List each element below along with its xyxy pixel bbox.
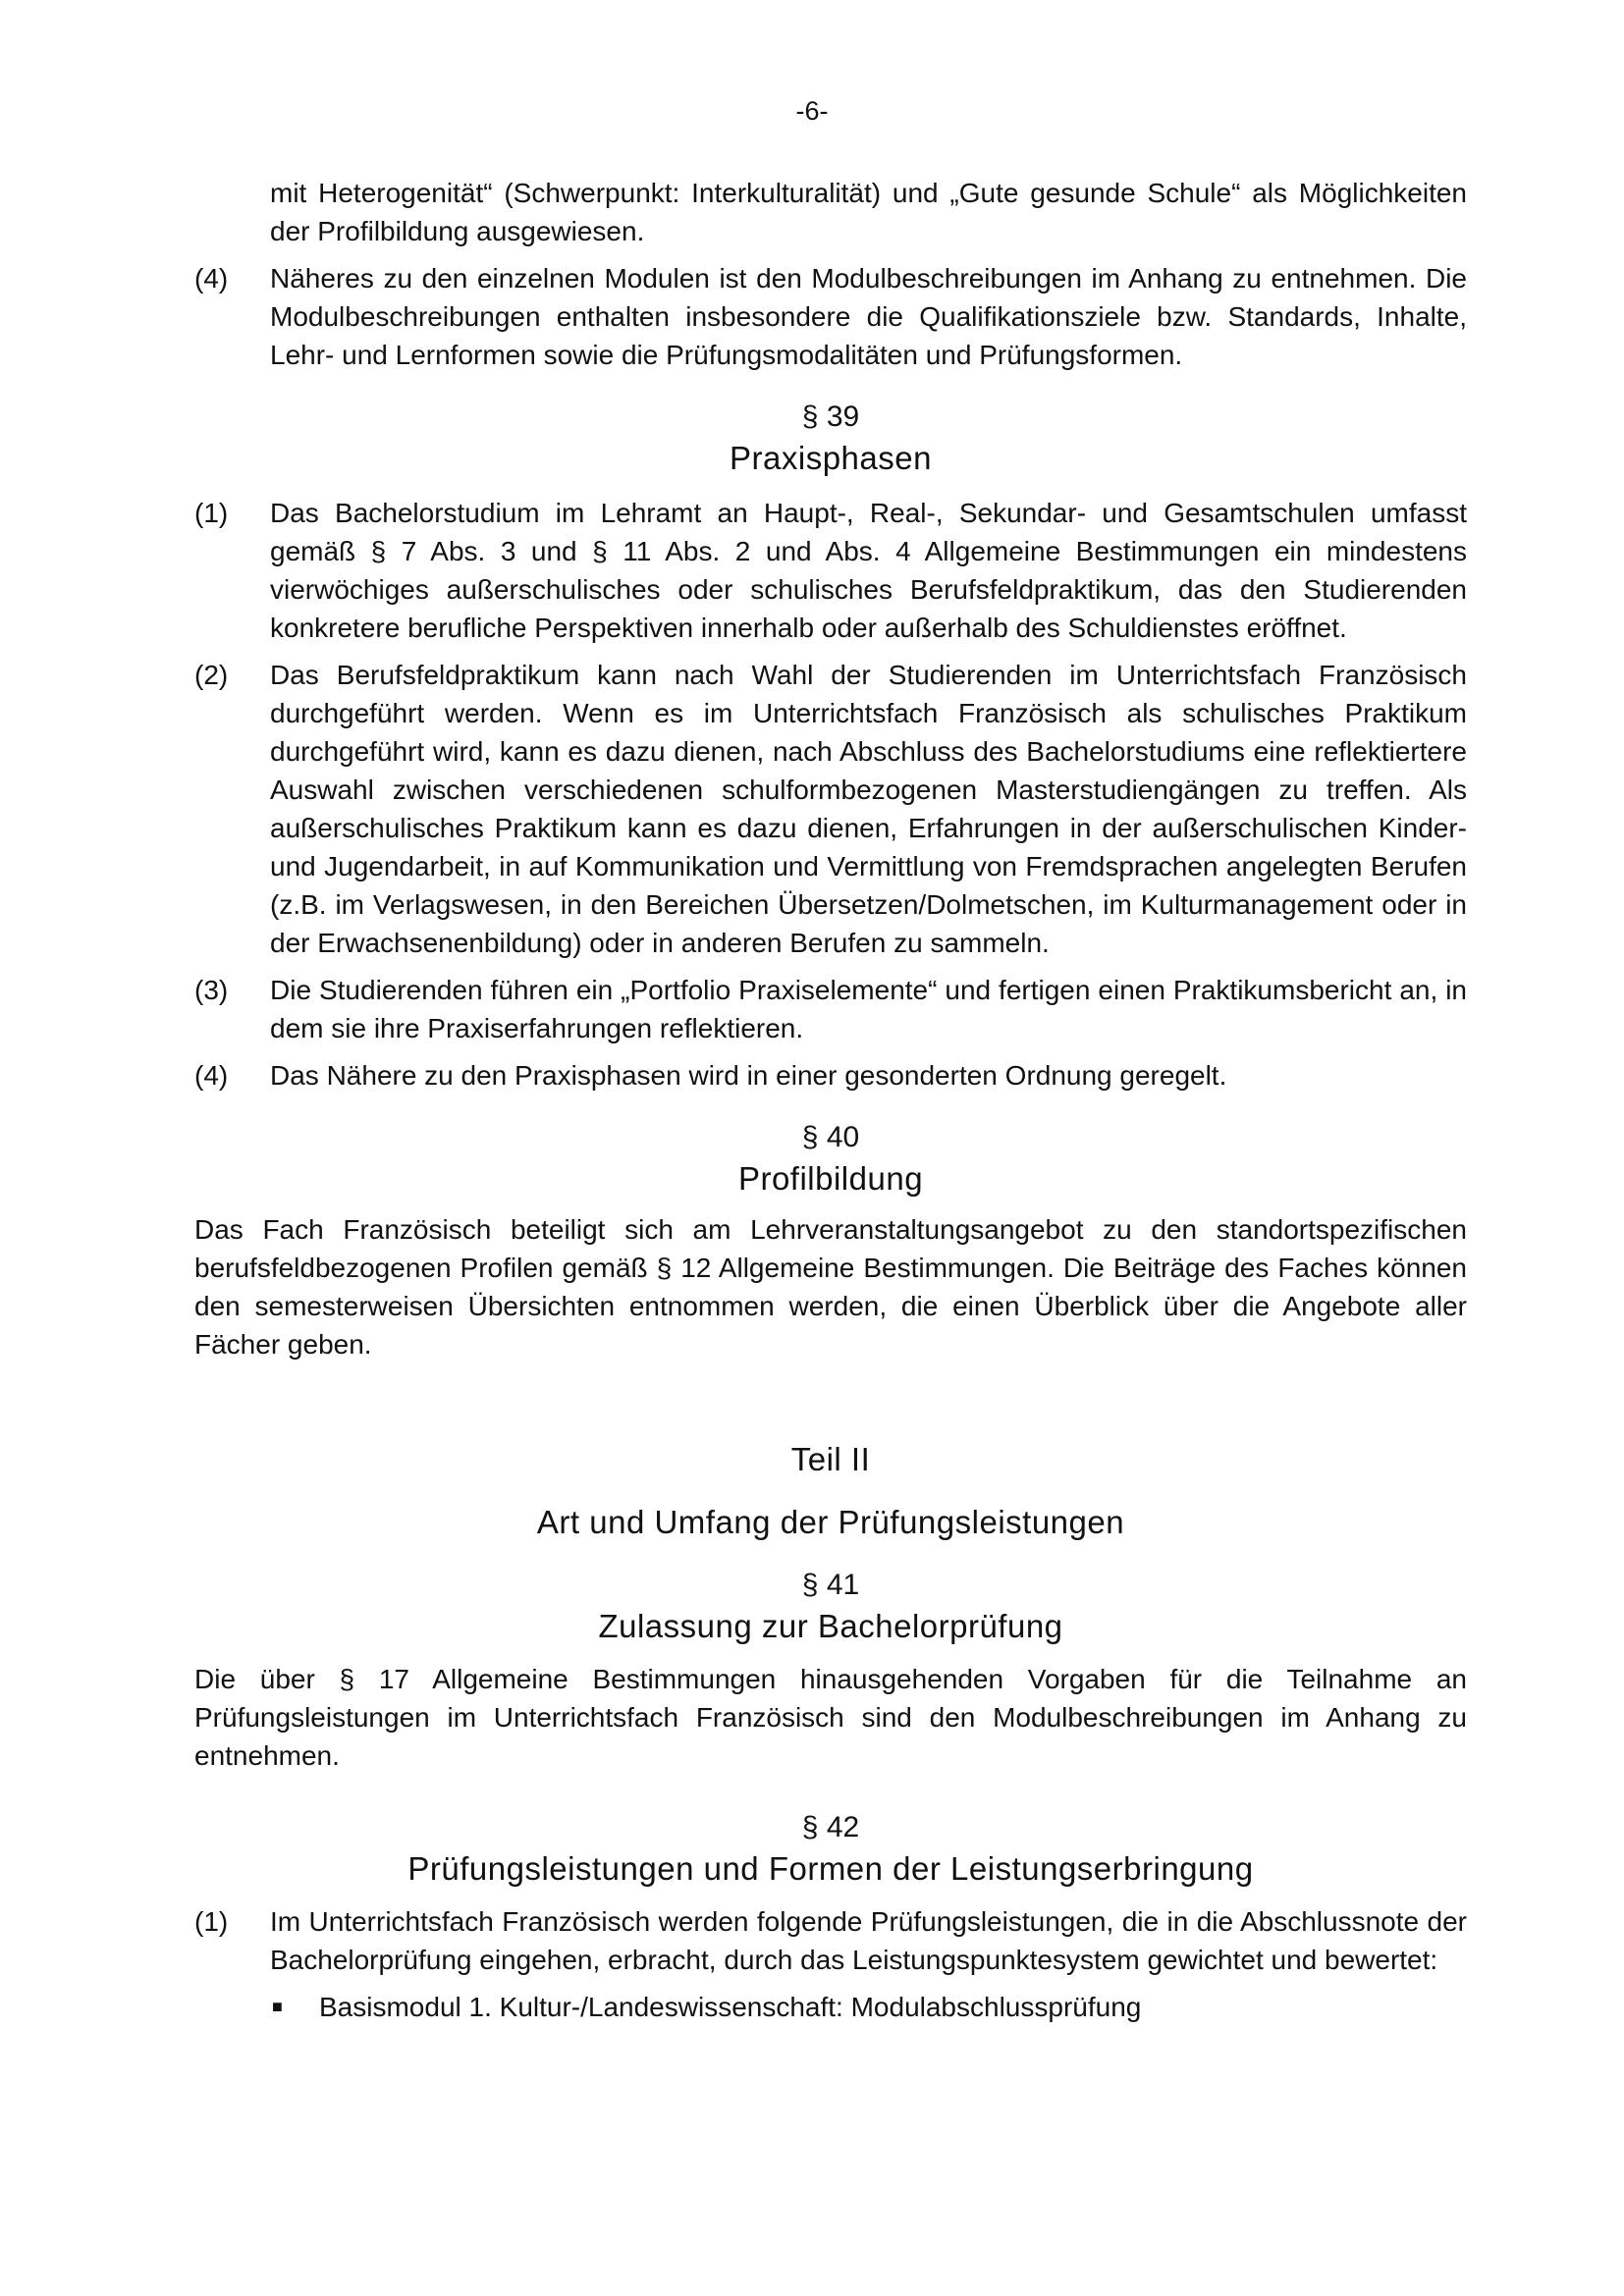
section-39 — [194, 398, 1467, 1095]
item-number: (1) — [194, 498, 229, 528]
bullet-square-icon: ■ — [272, 1997, 283, 2016]
section-40 — [194, 1118, 1467, 1363]
section-42 — [194, 1808, 1467, 2026]
section-number: § 42 — [801, 1811, 860, 1843]
item-text: Die Studierenden führen ein „Portfolio Praxiselemente“ und fertigen einen Praktikumsbericht an, in dem sie ihre Praxiserfahrungen reflektieren. — [270, 975, 1467, 1043]
para-4 — [194, 259, 1467, 374]
document-body — [194, 88, 1467, 2026]
list-item — [194, 494, 1467, 647]
section-number: § 40 — [801, 1121, 860, 1153]
section-title: Zulassung zur Bachelorprüfung — [598, 1608, 1063, 1644]
item-number: (1) — [194, 1906, 229, 1937]
list-item — [194, 1902, 1467, 1979]
item-number: (4) — [194, 1060, 229, 1091]
part-title: Teil II — [790, 1441, 871, 1477]
part-subtitle: Art und Umfang der Prüfungsleistungen — [536, 1504, 1125, 1540]
para-number: (4) — [194, 263, 229, 294]
item-number: (2) — [194, 660, 229, 690]
para-text: Näheres zu den einzelnen Modulen ist den Modulbeschreibungen im Anhang zu entnehmen. Die Modulbeschreibungen enthalten insbesondere die Qualifikationsziele bzw. Standards, Inhalte, Lehr- und Lernformen sowie die Prüfungsmodalitäten und Prüfungsformen. — [270, 263, 1467, 370]
section-number: § 39 — [801, 400, 860, 433]
section-title: Prüfungsleistungen und Formen der Leistungserbringung — [407, 1850, 1254, 1887]
page-number: -6- — [795, 96, 829, 126]
item-text: Im Unterrichtsfach Französisch werden folgende Prüfungsleistungen, die in die Abschlussnote der Bachelorprüfung eingehen, erbracht, durch das Leistungspunktesystem gewichtet und bewertet: — [270, 1906, 1467, 1975]
item-text: Das Nähere zu den Praxisphasen wird in einer gesonderten Ordnung geregelt. — [270, 1060, 1227, 1091]
section-41 — [194, 1566, 1467, 1775]
list-item — [194, 656, 1467, 962]
list-item — [194, 971, 1467, 1047]
item-text: Das Bachelorstudium im Lehramt an Haupt-, Real-, Sekundar- und Gesamtschulen umfasst gemäß § 7 Abs. 3 und § 11 Abs. 2 und Abs. 4 Allgemeine Bestimmungen ein mindestens vierwöchiges außerschulisches oder schulisches Berufsfeldpraktikum, das den Studierenden konkretere berufliche Perspektiven innerhalb oder außerhalb des Schuldienstes eröffnet. — [270, 498, 1467, 643]
section-number: § 41 — [801, 1569, 860, 1601]
bullet-item — [270, 1988, 1467, 2026]
part-2-heading — [194, 1438, 1467, 1544]
item-number: (3) — [194, 975, 229, 1005]
section-text: Die über § 17 Allgemeine Bestimmungen hinausgehenden Vorgaben für die Teilnahme an Prüfungsleistungen im Unterrichtsfach Französisch sind den Modulbeschreibungen im Anhang zu entnehmen. — [194, 1664, 1467, 1771]
intro-continuation: mit Heterogenität“ (Schwerpunkt: Interkulturalität) und „Gute gesunde Schule“ als Möglichkeiten der Profilbildung ausgewiesen. — [270, 178, 1467, 246]
section-title: Profilbildung — [737, 1160, 924, 1197]
item-text: Das Berufsfeldpraktikum kann nach Wahl der Studierenden im Unterrichtsfach Französisch durchgeführt werden. Wenn es im Unterrichtsfach Französisch als schulisches Praktikum durchgeführt wird, kann es dazu dienen, nach Abschluss des Bachelorstudiums eine reflektiertere Auswahl zwischen verschiedenen schulformbezogenen Masterstudiengängen zu treffen. Als außerschulisches Praktikum kann es dazu dienen, Erfahrungen in der außerschulischen Kinder- und Jugendarbeit, in auf Kommunikation und Vermittlung von Fremdsprachen angelegten Berufen (z.B. im Verlagswesen, in den Bereichen Übersetzen/Dolmetschen, im Kulturmanagement oder in der Erwachsenenbildung) oder in anderen Berufen zu sammeln. — [270, 660, 1467, 958]
bullet-text: Basismodul 1. Kultur-/Landeswissenschaft: Modulabschlussprüfung — [319, 1992, 1142, 2022]
section-text: Das Fach Französisch beteiligt sich am Lehrveranstaltungsangebot zu den standortspezifischen berufsfeldbezogenen Profilen gemäß § 12 Allgemeine Bestimmungen. Die Beiträge des Faches können den semesterweisen Übersichten entnommen werden, die einen Überblick über die Angebote aller Fächer geben. — [194, 1214, 1467, 1360]
section-title: Praxisphasen — [730, 440, 932, 476]
list-item — [194, 1056, 1467, 1095]
